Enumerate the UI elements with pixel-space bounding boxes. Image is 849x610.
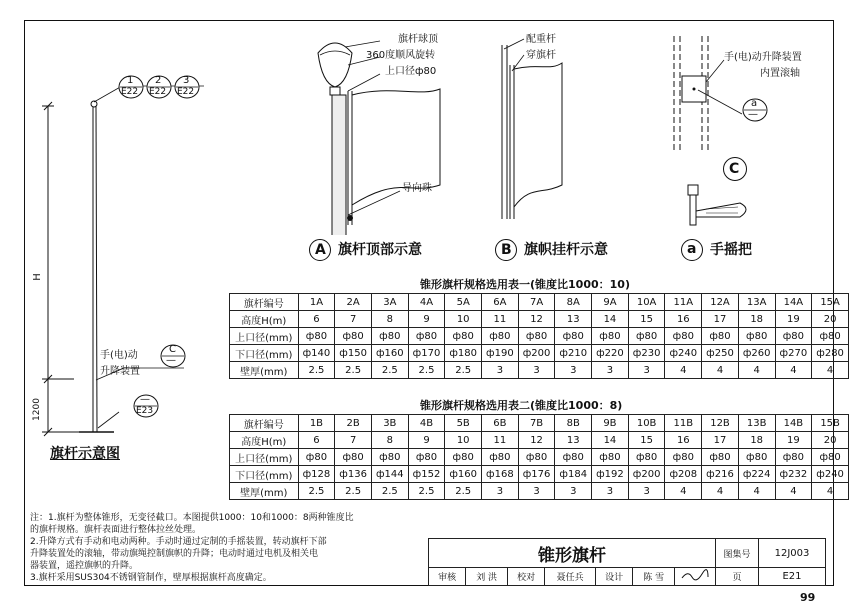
- callout-dash: —: [166, 355, 176, 366]
- table-cell: ф80: [555, 449, 592, 466]
- table-cell: 20: [812, 432, 849, 449]
- table-cell: 3: [592, 362, 629, 379]
- table-cell: 17: [702, 432, 739, 449]
- table-cell: ф80: [518, 328, 555, 345]
- table-cell: 14: [592, 432, 629, 449]
- table-cell: 9: [408, 432, 445, 449]
- table-cell: 3: [555, 362, 592, 379]
- table-cell: ф80: [298, 449, 335, 466]
- table-cell: ф80: [628, 328, 665, 345]
- table-header-row: [230, 294, 849, 311]
- table-cell: ф80: [518, 449, 555, 466]
- table-cell: 11: [482, 432, 519, 449]
- table-cell: 13B: [738, 415, 775, 432]
- table-cell: ф80: [665, 328, 702, 345]
- table-cell: 壁厚(mm): [230, 483, 299, 500]
- table-cell: 2.5: [408, 362, 445, 379]
- table-cell: 7: [335, 311, 372, 328]
- detail-b-label-weight: 配重杆: [526, 34, 556, 45]
- detail-a-letter: A: [315, 242, 326, 258]
- detail-c-letter: C: [729, 161, 740, 177]
- drawing-title: 锥形旗杆: [429, 539, 716, 568]
- table-cell: 高度H(m): [230, 311, 299, 328]
- atlas-label: 图集号: [716, 539, 759, 568]
- table-cell: 9: [408, 311, 445, 328]
- table-cell: 2.5: [371, 362, 408, 379]
- callout-number: 1: [127, 75, 134, 86]
- crank-handle-icon: [680, 183, 760, 233]
- table-cell: ф232: [775, 466, 812, 483]
- table-cell: 19: [775, 311, 812, 328]
- table-cell: ф270: [775, 345, 812, 362]
- hoist-label-2: 升降装置: [100, 366, 140, 377]
- table-cell: ф250: [702, 345, 739, 362]
- table-cell: ф80: [702, 328, 739, 345]
- table-cell: ф200: [518, 345, 555, 362]
- table-cell: 8A: [555, 294, 592, 311]
- notes-block: [30, 512, 354, 584]
- detail-a-label-ball: 旗杆球顶: [398, 34, 438, 45]
- table-cell: 4: [812, 362, 849, 379]
- table-cell: 17: [702, 311, 739, 328]
- table-cell: 4: [665, 362, 702, 379]
- table-cell: 3: [482, 362, 519, 379]
- table-cell: 3B: [371, 415, 408, 432]
- table-cell: ф80: [371, 449, 408, 466]
- table-cell: 2.5: [335, 483, 372, 500]
- table-cell: ф80: [592, 328, 629, 345]
- table-cell: 10A: [628, 294, 665, 311]
- table-cell: 9B: [592, 415, 629, 432]
- table-cell: ф184: [555, 466, 592, 483]
- page-label: 页: [716, 568, 759, 586]
- table-cell: 13: [555, 432, 592, 449]
- table-cell: 19: [775, 432, 812, 449]
- table-cell: ф152: [408, 466, 445, 483]
- table-cell: ф180: [445, 345, 482, 362]
- table-cell: 2.5: [298, 483, 335, 500]
- table-cell: ф80: [738, 328, 775, 345]
- table-cell: ф80: [812, 449, 849, 466]
- table-cell: 6: [298, 432, 335, 449]
- atlas-number: 12J003: [759, 539, 826, 568]
- table-cell: ф280: [812, 345, 849, 362]
- table-cell: 8: [371, 311, 408, 328]
- callout-letter: a: [751, 98, 758, 109]
- table-cell: ф170: [408, 345, 445, 362]
- table-cell: ф80: [482, 449, 519, 466]
- table-cell: 14: [592, 311, 629, 328]
- table-cell: 2.5: [408, 483, 445, 500]
- table-cell: ф230: [628, 345, 665, 362]
- callout-c-ref[interactable]: [160, 344, 186, 372]
- table-cell: ф140: [298, 345, 335, 362]
- detail-b-label-rod: 穿旗杆: [526, 50, 556, 61]
- table-cell: 11A: [665, 294, 702, 311]
- detail-b-caption: 旗帜挂杆示意: [524, 242, 608, 258]
- callout-ref: E23: [136, 406, 154, 416]
- table-cell: 旗杆编号: [230, 415, 299, 432]
- note-line: 2.升降方式有手动和电动两种。手动时通过定制的手摇装置，转动旗杆下部: [30, 537, 327, 547]
- table-cell: 上口径(mm): [230, 328, 299, 345]
- detail-a-label-rotate: 360度顺风旋转: [366, 50, 436, 61]
- callout-1[interactable]: [118, 75, 144, 103]
- dim-1200: 1200: [31, 398, 42, 421]
- callout-dash: —: [748, 109, 758, 120]
- detail-a-label-guide: 导向珠: [402, 183, 432, 194]
- page-code: E21: [759, 568, 826, 586]
- table-cell: 7: [335, 432, 372, 449]
- table-cell: ф80: [482, 328, 519, 345]
- table-cell: ф216: [702, 466, 739, 483]
- spec-table-1: [229, 293, 849, 379]
- table-cell: ф80: [812, 328, 849, 345]
- spec-table-2: [229, 414, 849, 500]
- table-cell: ф80: [665, 449, 702, 466]
- table-cell: 2.5: [445, 362, 482, 379]
- callout-2[interactable]: [146, 75, 172, 103]
- table-row: [230, 432, 849, 449]
- table-cell: ф190: [482, 345, 519, 362]
- table-cell: 13A: [738, 294, 775, 311]
- table-cell: ф80: [408, 328, 445, 345]
- table-cell: 12A: [702, 294, 739, 311]
- table-row: [230, 449, 849, 466]
- table-cell: ф160: [371, 345, 408, 362]
- table-row: [230, 345, 849, 362]
- table-cell: 2A: [335, 294, 372, 311]
- table-cell: 6B: [482, 415, 519, 432]
- table-cell: 下口径(mm): [230, 345, 299, 362]
- table-cell: ф128: [298, 466, 335, 483]
- callout-number: 2: [155, 75, 162, 86]
- table-cell: ф260: [738, 345, 775, 362]
- detail-c-label-roller: 内置滚轴: [760, 68, 800, 79]
- table-cell: 15: [628, 432, 665, 449]
- table-cell: 16: [665, 432, 702, 449]
- detail-a-small-caption: 手摇把: [710, 242, 752, 258]
- table-cell: 13: [555, 311, 592, 328]
- table-cell: 3A: [371, 294, 408, 311]
- detail-c-diagram: [660, 30, 830, 160]
- designer-name: 陈 雪: [633, 568, 675, 586]
- table-cell: 4A: [408, 294, 445, 311]
- table-cell: ф80: [335, 328, 372, 345]
- signature: [675, 568, 716, 586]
- table-cell: 18: [738, 432, 775, 449]
- table-cell: 4: [812, 483, 849, 500]
- table-cell: 6A: [482, 294, 519, 311]
- callout-letter: C: [169, 344, 176, 355]
- table-cell: 4: [775, 483, 812, 500]
- design-label: 设计: [596, 568, 633, 586]
- table-cell: 8B: [555, 415, 592, 432]
- detail-c-marker: [722, 156, 748, 186]
- table1-title: 锥形旗杆规格选用表一(锥度比1000：10): [420, 278, 630, 291]
- table-cell: ф208: [665, 466, 702, 483]
- table-cell: 14A: [775, 294, 812, 311]
- table-cell: ф220: [592, 345, 629, 362]
- note-line: 的旗杆规格。旗杆表面进行整体拉丝处理。: [30, 525, 202, 535]
- table-cell: ф80: [298, 328, 335, 345]
- table-cell: ф80: [628, 449, 665, 466]
- table-header-row: [230, 415, 849, 432]
- figure-caption: 旗杆示意图: [50, 446, 120, 462]
- note-line: 器装置，遥控旗帜的升降。: [30, 561, 139, 571]
- table-cell: 7A: [518, 294, 555, 311]
- detail-a-caption: 旗杆顶部示意: [338, 242, 422, 258]
- detail-c-ref[interactable]: [742, 98, 768, 126]
- table-cell: 3: [628, 362, 665, 379]
- detail-a-label-diameter: 上口径ф80: [385, 66, 437, 77]
- table-cell: ф144: [371, 466, 408, 483]
- callout-ref: E22: [177, 87, 195, 97]
- table-cell: 5B: [445, 415, 482, 432]
- table-cell: ф80: [408, 449, 445, 466]
- table-cell: ф80: [555, 328, 592, 345]
- table-cell: 15: [628, 311, 665, 328]
- table-cell: 3: [592, 483, 629, 500]
- table-cell: 4: [665, 483, 702, 500]
- note-line: 升降装置处的滚轴，带动旗绳控制旗帜的升降；电动时通过电机及相关电: [30, 549, 319, 559]
- table-cell: ф80: [445, 449, 482, 466]
- table-cell: 3: [555, 483, 592, 500]
- callout-number: 3: [183, 75, 190, 86]
- detail-b-letter: B: [501, 242, 512, 258]
- table-cell: 18: [738, 311, 775, 328]
- table-row: [230, 466, 849, 483]
- table-cell: 11B: [665, 415, 702, 432]
- detail-c-label-hoist: 手(电)动升降装置: [724, 52, 802, 63]
- table-cell: ф176: [518, 466, 555, 483]
- review-label: 审核: [429, 568, 466, 586]
- table-cell: ф200: [628, 466, 665, 483]
- table-cell: ф80: [775, 449, 812, 466]
- note-line: 注：1.旗杆为整体锥形，无变径截口。本图提供1000：10和1000：8两种锥度比: [30, 513, 354, 523]
- table-cell: 10: [445, 432, 482, 449]
- table-cell: 12: [518, 311, 555, 328]
- table-row: [230, 362, 849, 379]
- detail-a-marker: [308, 238, 332, 266]
- callout-dash: —: [140, 394, 150, 405]
- table-cell: 15B: [812, 415, 849, 432]
- table-cell: ф240: [665, 345, 702, 362]
- hoist-label-1: 手(电)动: [100, 350, 138, 361]
- signature-mark: [680, 569, 710, 581]
- page-number: 99: [800, 591, 816, 604]
- table-cell: 4: [702, 483, 739, 500]
- table-cell: 4: [775, 362, 812, 379]
- table-cell: 6: [298, 311, 335, 328]
- table-cell: 10B: [628, 415, 665, 432]
- detail-b-marker: [494, 238, 518, 266]
- table-row: [230, 328, 849, 345]
- table-cell: 1A: [298, 294, 335, 311]
- table-cell: 3: [518, 362, 555, 379]
- table-cell: ф80: [335, 449, 372, 466]
- detail-a-small-letter: a: [687, 241, 697, 257]
- table-cell: 20: [812, 311, 849, 328]
- table-cell: ф160: [445, 466, 482, 483]
- table-cell: ф80: [738, 449, 775, 466]
- table-cell: ф210: [555, 345, 592, 362]
- table-cell: 8: [371, 432, 408, 449]
- table-cell: ф80: [702, 449, 739, 466]
- callout-e23[interactable]: [133, 394, 159, 422]
- table-cell: 9A: [592, 294, 629, 311]
- table-cell: ф80: [445, 328, 482, 345]
- table-cell: 高度H(m): [230, 432, 299, 449]
- checker-name: 聂任兵: [545, 568, 596, 586]
- table-cell: 11: [482, 311, 519, 328]
- table-cell: ф240: [812, 466, 849, 483]
- height-label: H: [31, 273, 43, 281]
- table-cell: 下口径(mm): [230, 466, 299, 483]
- table-cell: 12: [518, 432, 555, 449]
- table-cell: 4: [702, 362, 739, 379]
- table-cell: ф80: [775, 328, 812, 345]
- table-cell: 壁厚(mm): [230, 362, 299, 379]
- table-cell: 2.5: [371, 483, 408, 500]
- table-row: [230, 483, 849, 500]
- table-cell: 2.5: [445, 483, 482, 500]
- table-cell: 上口径(mm): [230, 449, 299, 466]
- table-cell: ф80: [371, 328, 408, 345]
- callout-ref: E22: [149, 87, 167, 97]
- table-cell: 2.5: [298, 362, 335, 379]
- table-cell: 4: [738, 362, 775, 379]
- table-cell: 3: [482, 483, 519, 500]
- callout-3[interactable]: [174, 75, 200, 103]
- table-cell: 12B: [702, 415, 739, 432]
- table-cell: 2B: [335, 415, 372, 432]
- table-cell: ф168: [482, 466, 519, 483]
- table-cell: 旗杆编号: [230, 294, 299, 311]
- table-cell: 4: [738, 483, 775, 500]
- detail-a-small-marker: [680, 238, 704, 266]
- table-cell: 4B: [408, 415, 445, 432]
- callout-ref: E22: [121, 87, 139, 97]
- table2-title: 锥形旗杆规格选用表二(锥度比1000：8): [420, 399, 623, 412]
- table-cell: 10: [445, 311, 482, 328]
- reviewer-name: 刘 洪: [466, 568, 508, 586]
- table-cell: ф80: [592, 449, 629, 466]
- table-cell: 1B: [298, 415, 335, 432]
- table-cell: 3: [628, 483, 665, 500]
- title-block: [428, 538, 826, 586]
- table-cell: 2.5: [335, 362, 372, 379]
- table-cell: ф224: [738, 466, 775, 483]
- table-cell: 3: [518, 483, 555, 500]
- table-cell: 16: [665, 311, 702, 328]
- table-cell: ф192: [592, 466, 629, 483]
- table-cell: 7B: [518, 415, 555, 432]
- note-line: 3.旗杆采用SUS304不锈钢管制作，壁厚根据旗杆高度确定。: [30, 573, 272, 583]
- check-label: 校对: [507, 568, 544, 586]
- table-row: [230, 311, 849, 328]
- table-cell: ф136: [335, 466, 372, 483]
- table-cell: 15A: [812, 294, 849, 311]
- table-cell: ф150: [335, 345, 372, 362]
- table-cell: 14B: [775, 415, 812, 432]
- table-cell: 5A: [445, 294, 482, 311]
